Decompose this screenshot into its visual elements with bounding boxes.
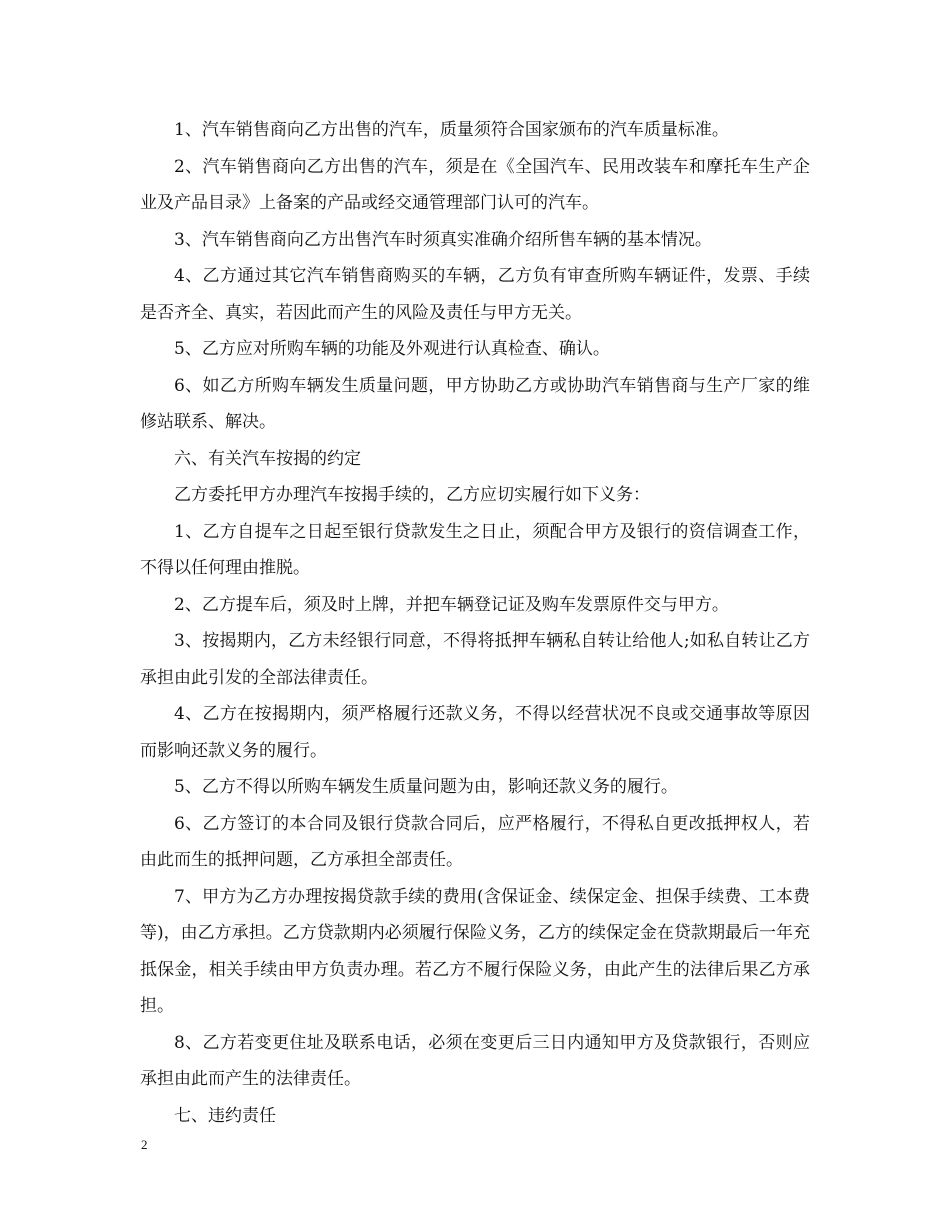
paragraph-4: 4、乙方通过其它汽车销售商购买的车辆，乙方负有审查所购车辆证件，发票、手续是否齐全、真实，若因此而产生的风险及责任与甲方无关。 [140, 266, 810, 323]
paragraph-3: 3、汽车销售商向乙方出售汽车时须真实准确介绍所售车辆的基本情况。 [174, 229, 712, 250]
paragraph-5: 5、乙方应对所购车辆的功能及外观进行认真检查、确认。 [174, 339, 610, 359]
paragraph-15: 7、甲方为乙方办理按揭贷款手续的费用(含保证金、续保定金、担保手续费、工本费等)，由乙方承担。乙方贷款期内必须履行保险义务，乙方的续保定金在贷款期最后一年充抵保金，相关手续由甲方负责办理。若乙方不履行保险义务，由此产生的法律后果乙方承担。 [140, 886, 810, 1016]
paragraph-2: 2、汽车销售商向乙方出售的汽车，须是在《全国汽车、民用改装车和摩托车生产企业及产品目录》上备案的产品或经交通管理部门认可的汽车。 [140, 156, 810, 213]
paragraph-13: 5、乙方不得以所购车辆发生质量问题为由，影响还款义务的履行。 [174, 777, 678, 797]
section-heading-6: 六、有关汽车按揭的约定 [174, 448, 361, 469]
paragraph-1: 1、汽车销售商向乙方出售的汽车，质量须符合国家颁布的汽车质量标准。 [174, 120, 729, 140]
paragraph-14: 6、乙方签订的本合同及银行贷款合同后，应严格履行，不得私自更改抵押权人，若由此而生的抵押问题，乙方承担全部责任。 [140, 813, 810, 870]
page-number: 2 [141, 1137, 148, 1152]
document-body [140, 112, 810, 1134]
paragraph-intro: 乙方委托甲方办理汽车按揭手续的，乙方应切实履行如下义务： [174, 485, 650, 505]
paragraph-6: 6、如乙方所购车辆发生质量问题，甲方协助乙方或协助汽车销售商与生产厂家的维修站联系、解决。 [140, 375, 810, 432]
paragraph-11: 3、按揭期内，乙方未经银行同意，不得将抵押车辆私自转让给他人;如私自转让乙方承担由此引发的全部法律责任。 [140, 631, 810, 688]
section-heading-7: 七、违约责任 [174, 1105, 276, 1126]
paragraph-12: 4、乙方在按揭期内，须严格履行还款义务，不得以经营状况不良或交通事故等原因而影响还款义务的履行。 [140, 704, 810, 761]
paragraph-9: 1、乙方自提车之日起至银行贷款发生之日止，须配合甲方及银行的资信调查工作，不得以任何理由推脱。 [140, 521, 810, 578]
paragraph-10: 2、乙方提车后，须及时上牌，并把车辆登记证及购车发票原件交与甲方。 [174, 594, 729, 615]
paragraph-16: 8、乙方若变更住址及联系电话，必须在变更后三日内通知甲方及贷款银行，否则应承担由此而产生的法律责任。 [140, 1032, 810, 1089]
